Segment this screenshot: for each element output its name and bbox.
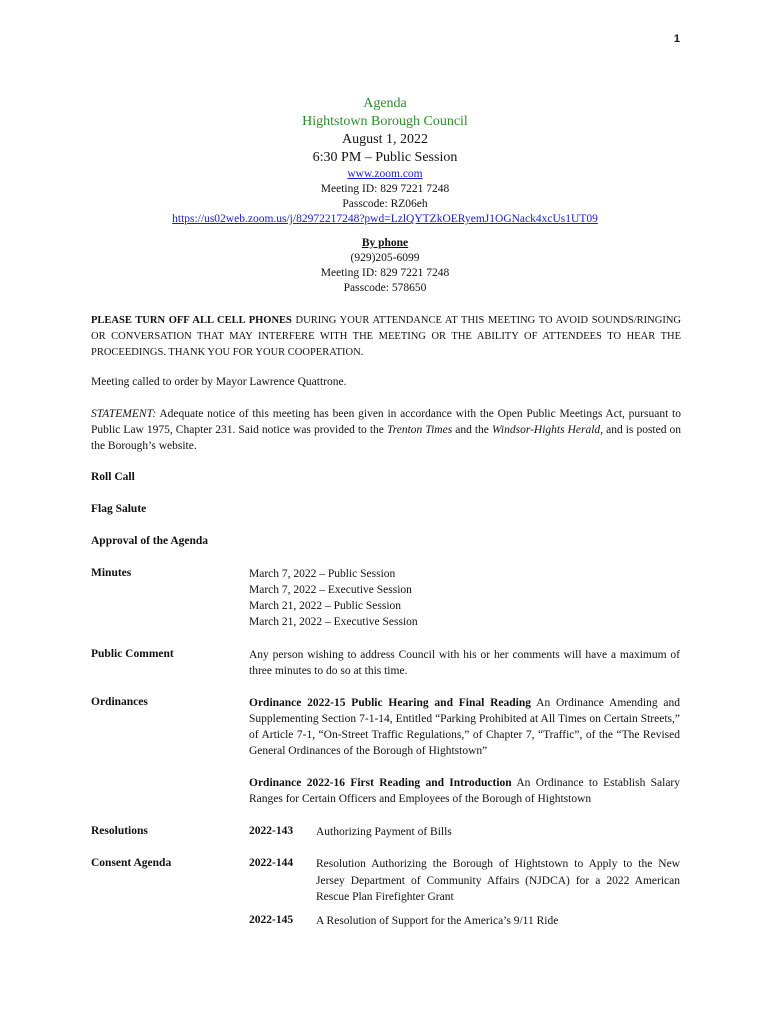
phone-meeting-id: Meeting ID: 829 7221 7248 bbox=[320, 267, 450, 279]
passcode: Passcode: RZ06eh bbox=[342, 198, 428, 210]
ordinance-title: Ordinance 2022-16 First Reading and Introduction bbox=[249, 777, 512, 789]
notice-bold: PLEASE TURN OFF ALL CELL PHONES bbox=[91, 315, 292, 326]
zoom-full-link[interactable]: https://us02web.zoom.us/j/82972217248?pwd=LzlQYTZkOERyemJ1OGNack4xcUs1UT09 bbox=[172, 213, 598, 225]
ordinance-item bbox=[249, 775, 680, 807]
resolution-number: 2022-143 bbox=[249, 825, 294, 837]
ordinance-text: An Ordinance Amending and Supplementing Section 7-1-14, Entitled “Parking Prohibited at All Times on Certain Streets,” of Article 7-1, “On-Street Traffic Regulations,” of Chapter 7, “Traffic”, of the “The Revised General Ordinances of the Borough of Hightstown” bbox=[249, 697, 680, 757]
statement-text-2: and the bbox=[452, 424, 492, 436]
public-comment-text: Any person wishing to address Council with his or her comments will have a maximum of three minutes to do so at this time. bbox=[249, 649, 680, 677]
minutes-item: March 21, 2022 – Executive Session bbox=[249, 616, 418, 628]
minutes-item: March 7, 2022 – Public Session bbox=[249, 568, 396, 580]
session-time: 6:30 PM – Public Session bbox=[312, 150, 458, 165]
statement-label: STATEMENT: bbox=[91, 408, 157, 420]
resolutions-label: Resolutions bbox=[91, 825, 148, 837]
consent-agenda-label: Consent Agenda bbox=[91, 857, 172, 869]
zoom-link[interactable]: www.zoom.com bbox=[347, 168, 423, 180]
meeting-id: Meeting ID: 829 7221 7248 bbox=[320, 183, 450, 195]
consent-item-text: Resolution Authorizing the Borough of Hightstown to Apply to the New Jersey Department of Community Affairs (NJDCA) for a 2022 American Rescue Plan Firefighter Grant bbox=[316, 858, 680, 903]
consent-item-number: 2022-144 bbox=[249, 857, 294, 869]
roll-call-heading: Roll Call bbox=[91, 471, 135, 483]
consent-item-text: A Resolution of Support for the America’s 9/11 Ride bbox=[316, 915, 559, 927]
newspaper-1: Trenton Times bbox=[386, 424, 453, 436]
flag-salute-heading: Flag Salute bbox=[91, 503, 147, 515]
agenda-header bbox=[0, 95, 770, 296]
statement-text-3: , and is posted on the Borough’s website. bbox=[91, 424, 682, 452]
approval-heading: Approval of the Agenda bbox=[91, 535, 209, 547]
minutes-list bbox=[249, 566, 680, 630]
consent-item-number: 2022-145 bbox=[249, 914, 294, 926]
resolution-text: Authorizing Payment of Bills bbox=[316, 826, 452, 838]
page-number: 1 bbox=[673, 33, 680, 45]
phone-passcode: Passcode: 578650 bbox=[343, 282, 427, 294]
newspaper-2: Windsor-Hights Herald bbox=[491, 424, 601, 436]
minutes-item: March 21, 2022 – Public Session bbox=[249, 600, 402, 612]
public-comment-label: Public Comment bbox=[91, 648, 174, 660]
minutes-item: March 7, 2022 – Executive Session bbox=[249, 584, 412, 596]
ordinance-text: An Ordinance to Establish Salary Ranges for Certain Officers and Employees of the Borough of Hightstown bbox=[249, 777, 680, 805]
agenda-title: Agenda bbox=[363, 96, 407, 111]
statement-text-1: Adequate notice of this meeting has been given in accordance with the Open Public Meetings Act, pursuant to Public Law 1975, Chapter 231. Said notice was provided to the bbox=[91, 408, 681, 436]
meeting-date: August 1, 2022 bbox=[342, 132, 428, 147]
ordinance-title: Ordinance 2022-15 Public Hearing and Final Reading bbox=[249, 697, 531, 709]
called-to-order: Meeting called to order by Mayor Lawrence Quattrone. bbox=[91, 376, 347, 388]
notice-text: DURING YOUR ATTENDANCE AT THIS MEETING TO AVOID SOUNDS/RINGING OR CONVERSATION THAT MAY INTERFERE WITH THE MEETING OR THE ABILITY OF ATTENDEES TO HEAR THE PROCEEDINGS. THANK YOU FOR YOUR COOPERATION. bbox=[91, 315, 681, 358]
ordinance-item bbox=[249, 695, 680, 759]
ordinances-label: Ordinances bbox=[91, 696, 148, 708]
statement-paragraph bbox=[91, 406, 681, 454]
cell-phone-notice bbox=[91, 313, 681, 361]
phone-heading: By phone bbox=[361, 237, 409, 249]
organization-name: Hightstown Borough Council bbox=[302, 114, 468, 129]
phone-number: (929)205-6099 bbox=[350, 252, 420, 264]
minutes-label: Minutes bbox=[91, 567, 132, 579]
